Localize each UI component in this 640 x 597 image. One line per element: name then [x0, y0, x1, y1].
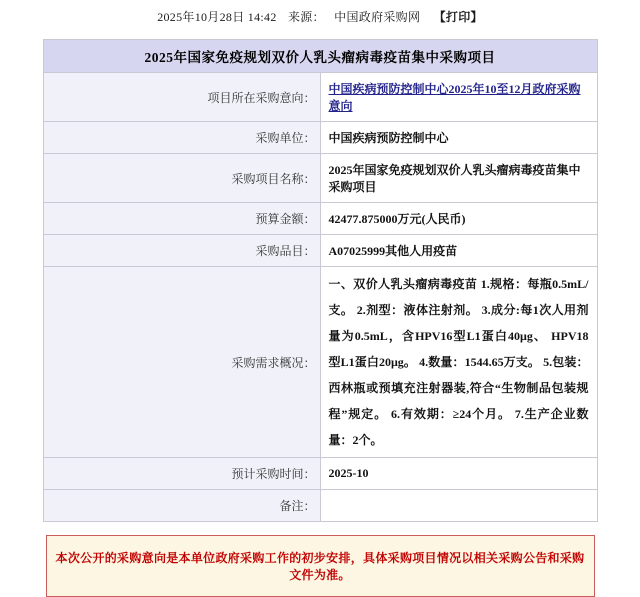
row-remarks [43, 490, 597, 522]
field-label: 采购需求概况： [43, 267, 320, 458]
print-button[interactable]: 【打印】 [433, 10, 483, 24]
field-label: 采购单位： [43, 122, 320, 154]
field-value [320, 73, 597, 122]
field-value: 一、双价人乳头瘤病毒疫苗 1.规格：每瓶0.5mL/支。 2.剂型：液体注射剂。 3.成分:每1次人用剂量为0.5mL，含HPV16型L1蛋白40μg、 HPV18 型L1蛋白20μg。 4.数量：1544.65万支。 5.包装：西林瓶或预填充注射器装,符合“生物制品包装规 程”规定。 6.有效期：≥24个月。 7.生产企业数量：2个。 [320, 267, 597, 458]
field-label: 预计采购时间： [43, 458, 320, 490]
row-purchaser [43, 122, 597, 154]
field-label: 采购品目： [43, 235, 320, 267]
row-demand-overview [43, 267, 597, 458]
field-label: 预算金额： [43, 203, 320, 235]
field-value: A07025999其他人用疫苗 [320, 235, 597, 267]
field-value: 中国疾病预防控制中心 [320, 122, 597, 154]
field-value: 2025年国家免疫规划双价人乳头瘤病毒疫苗集中采购项目 [320, 154, 597, 203]
field-value [320, 490, 597, 522]
field-label: 项目所在采购意向： [43, 73, 320, 122]
row-planned-time [43, 458, 597, 490]
row-project-name [43, 154, 597, 203]
notice-banner: 本次公开的采购意向是本单位政府采购工作的初步安排，具体采购项目情况以相关采购公告和采购文件为准。 [46, 535, 595, 597]
publish-datetime: 2025年10月28日 14:42 [157, 10, 277, 24]
row-budget [43, 203, 597, 235]
field-value: 2025-10 [320, 458, 597, 490]
page-title: 2025年国家免疫规划双价人乳头瘤病毒疫苗集中采购项目 [43, 40, 597, 73]
page-meta [0, 0, 640, 25]
source-name: 中国政府采购网 [334, 10, 421, 24]
field-value: 42477.875000万元(人民币) [320, 203, 597, 235]
procurement-info-table [43, 39, 598, 522]
table-title-row [43, 40, 597, 73]
field-label: 备注： [43, 490, 320, 522]
intention-source-link[interactable]: 中国疾病预防控制中心2025年10至12月政府采购意向 [328, 82, 581, 113]
row-category [43, 235, 597, 267]
field-label: 采购项目名称： [43, 154, 320, 203]
source-label: 来源： [287, 10, 325, 24]
row-intention-source [43, 73, 597, 122]
